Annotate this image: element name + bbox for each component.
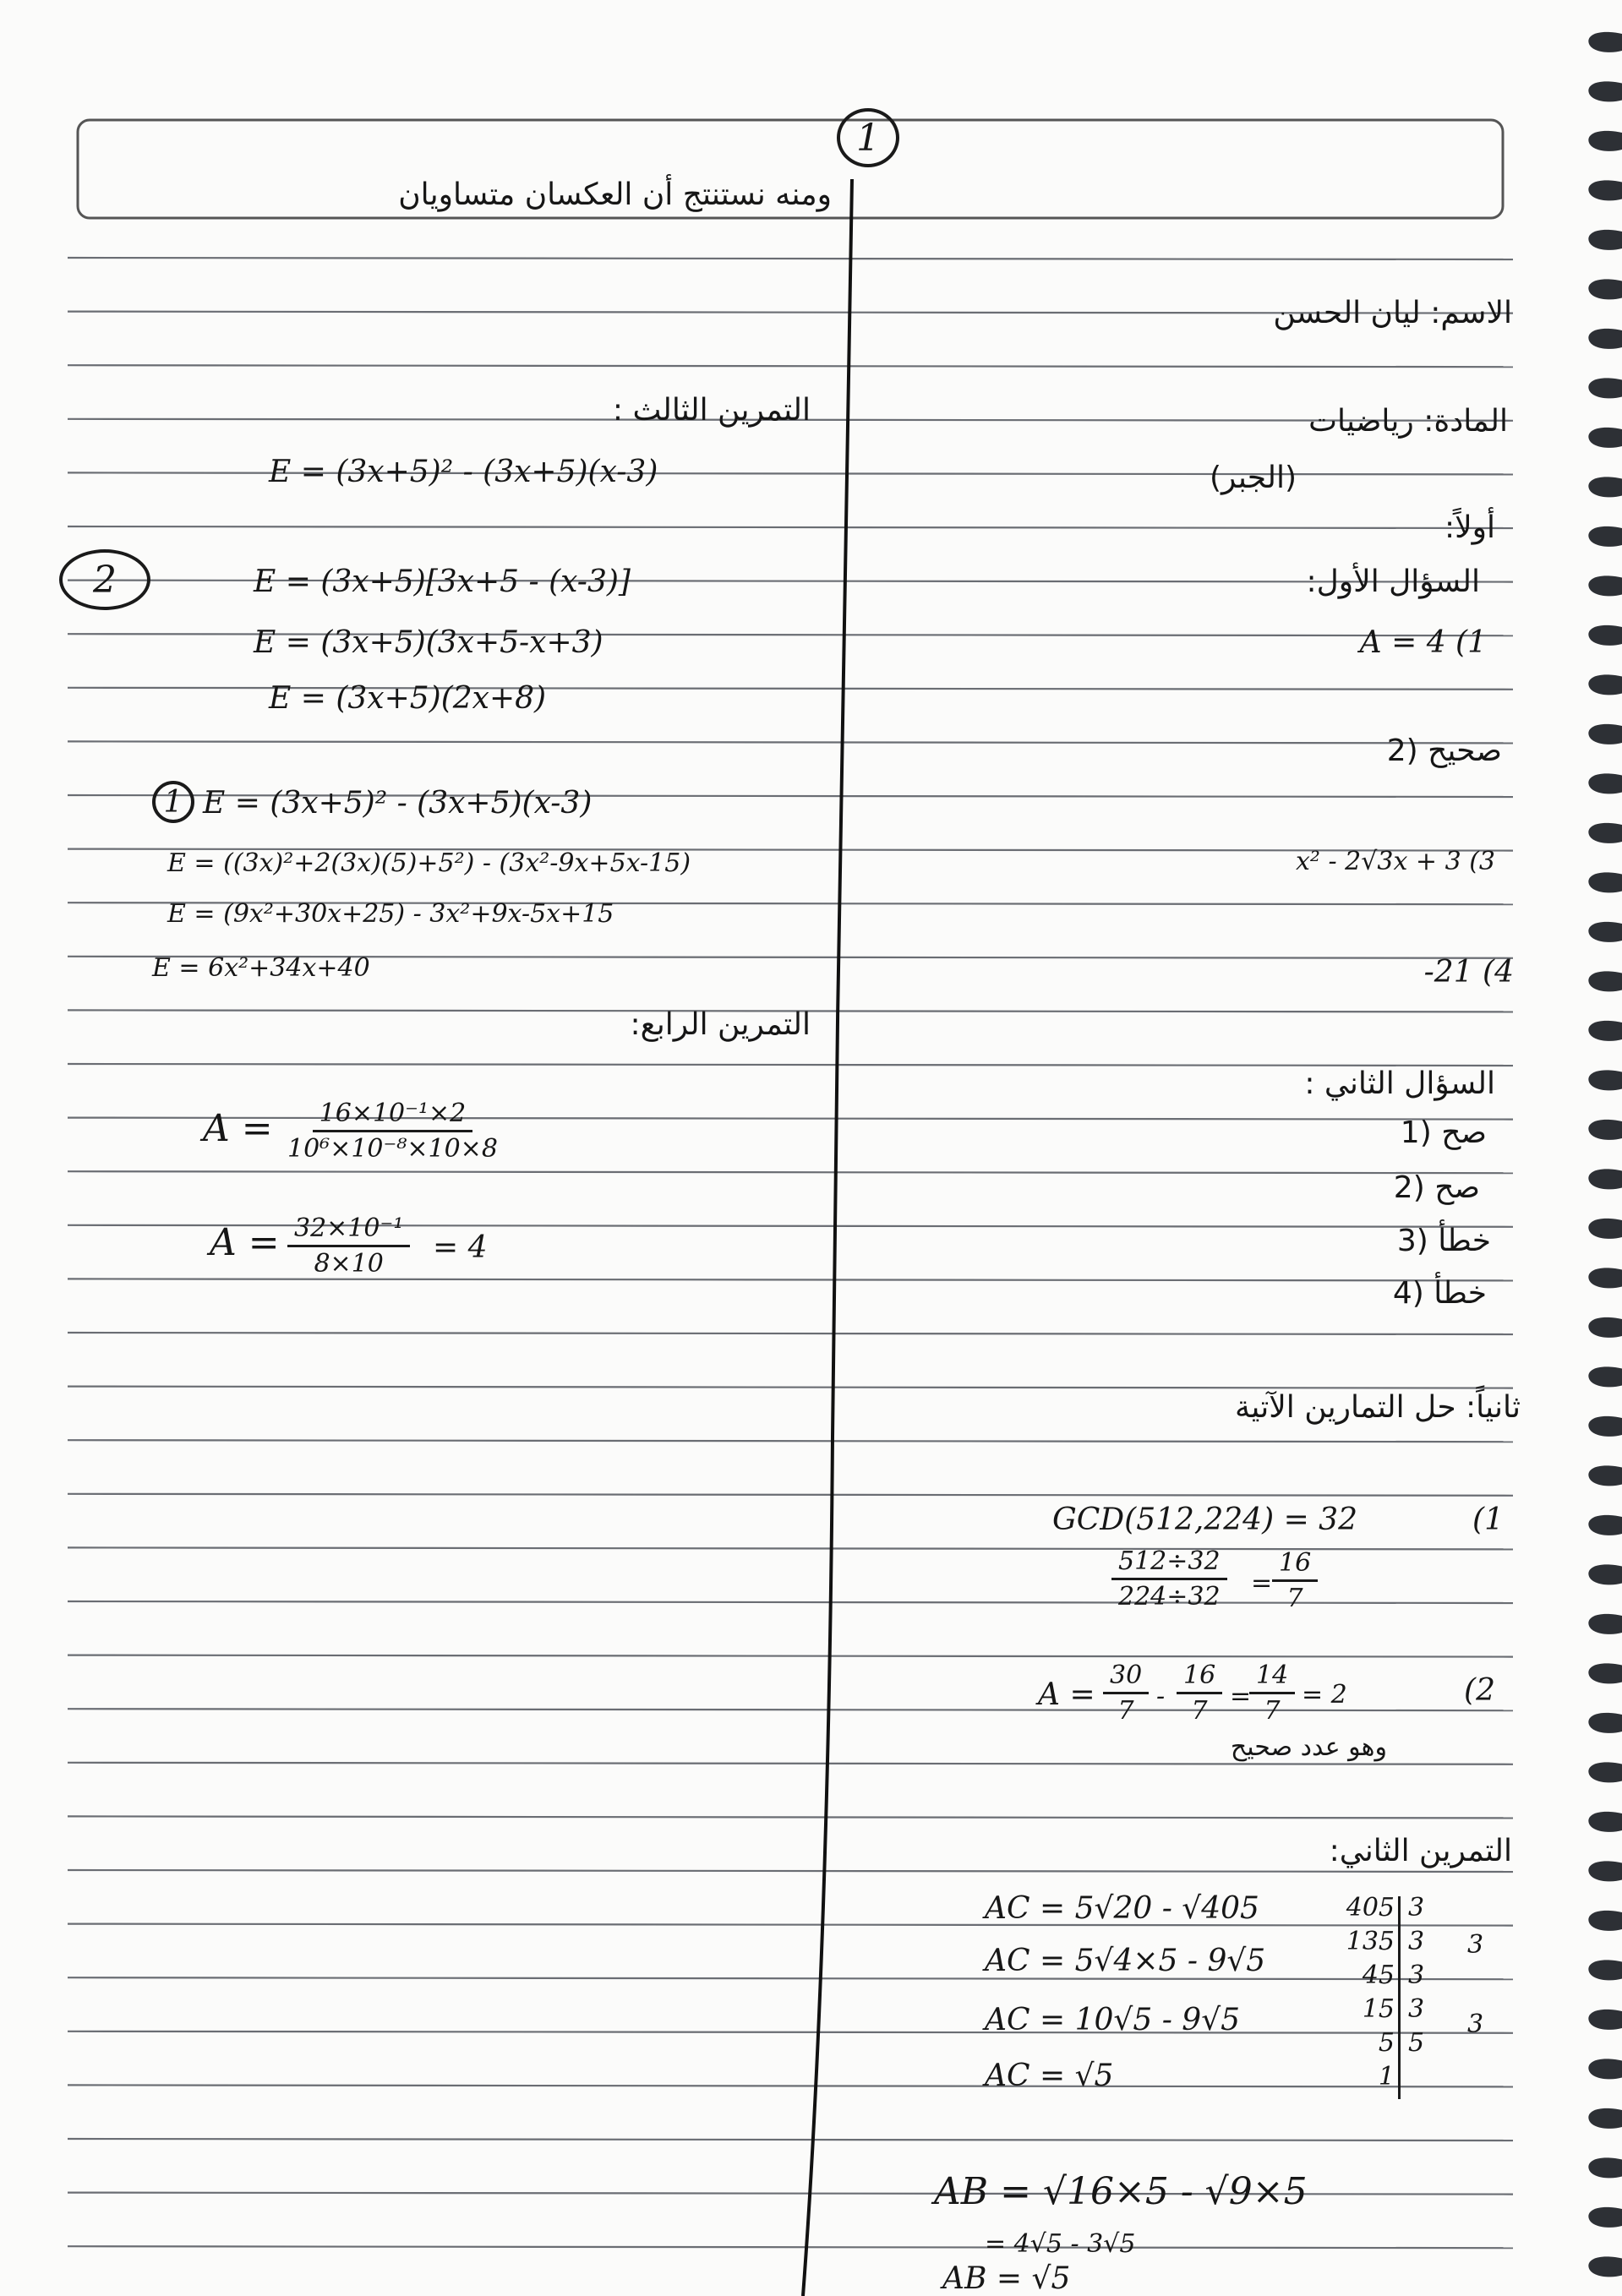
part-1-line-1: E = (3x+5)² - (3x+5)(x-3) bbox=[203, 786, 593, 821]
spiral-ring bbox=[1588, 329, 1622, 349]
exercise-2-fraction-1-den: 7 bbox=[1117, 1696, 1134, 1726]
page-number bbox=[837, 108, 899, 167]
exercise-2-equals: = bbox=[1230, 1682, 1252, 1711]
spiral-ring bbox=[1588, 1911, 1622, 1931]
ruled-line bbox=[68, 1279, 1513, 1280]
part-2-line-3: E = (3x+5)(2x+8) bbox=[269, 681, 547, 716]
ruled-line bbox=[68, 1440, 1513, 1442]
factorization-dividend: 135 bbox=[1346, 1927, 1395, 1956]
part-2-marker-text: 2 bbox=[93, 558, 117, 602]
ab-line-3: AB = √5 bbox=[942, 2261, 1071, 2296]
question-1-answer-2: صحيح (2 bbox=[1386, 734, 1502, 768]
question-1-title: السؤال الأول: bbox=[1306, 564, 1480, 599]
spiral-ring bbox=[1588, 575, 1622, 596]
question-2-answer-1: صح (1 bbox=[1400, 1115, 1487, 1150]
exercise-1-fraction-denominator: 224÷32 bbox=[1118, 1582, 1221, 1612]
factorization-divisor: 5 bbox=[1408, 2028, 1425, 2058]
spiral-ring bbox=[1588, 823, 1622, 843]
ac-line-2: AC = 5√4×5 - 9√5 bbox=[985, 1944, 1266, 1978]
exercise-3-equation: E = (3x+5)² - (3x+5)(x-3) bbox=[269, 455, 658, 489]
ruled-line bbox=[68, 1924, 1513, 1926]
factorization-dividend: 1 bbox=[1378, 2062, 1395, 2091]
exercise-2-number: (2 bbox=[1464, 1673, 1495, 1708]
spiral-ring bbox=[1588, 1762, 1622, 1782]
question-2-answer-3: خطأ (3 bbox=[1396, 1224, 1491, 1258]
spiral-ring bbox=[1588, 625, 1622, 646]
spiral-ring bbox=[1588, 1366, 1622, 1387]
part-1-line-3: E = (9x²+30x+25) - 3x²+9x-5x+15 bbox=[167, 899, 614, 929]
spiral-ring bbox=[1588, 1564, 1622, 1584]
question-1-answer-4: -21 (4 bbox=[1423, 955, 1514, 990]
spiral-ring bbox=[1588, 922, 1622, 942]
ruled-line bbox=[68, 1494, 1513, 1496]
spiral-ring bbox=[1588, 872, 1622, 892]
spiral-ring bbox=[1588, 477, 1622, 497]
spiral-ring bbox=[1588, 32, 1622, 52]
spiral-ring bbox=[1588, 81, 1622, 101]
spiral-ring bbox=[1588, 2059, 1622, 2079]
spiral-ring bbox=[1588, 724, 1622, 744]
ruled-line bbox=[68, 1977, 1513, 1979]
ac-line-3: AC = 10√5 - 9√5 bbox=[985, 2003, 1241, 2037]
ruled-lines bbox=[68, 258, 1513, 2248]
spiral-ring bbox=[1588, 1070, 1622, 1090]
factorization-divisor: 3 bbox=[1408, 1994, 1425, 2024]
factorization-divisor: 3 bbox=[1408, 1893, 1425, 1922]
subject: المادة: رياضيات bbox=[1308, 404, 1508, 439]
branch: (الجبر) bbox=[1209, 461, 1297, 495]
spiral-ring bbox=[1588, 1169, 1622, 1189]
exercise-1-result-numerator: 16 bbox=[1272, 1548, 1318, 1582]
ruled-line bbox=[68, 1763, 1513, 1764]
exercise-2-fraction-2-den: 7 bbox=[1191, 1696, 1208, 1726]
ruled-line bbox=[68, 1655, 1513, 1657]
spiral-ring bbox=[1588, 2256, 1622, 2277]
exercise-2-fraction-3 bbox=[1249, 1661, 1295, 1726]
exercise-2-minus: - bbox=[1156, 1682, 1166, 1711]
ruled-line bbox=[68, 258, 1513, 259]
exercise-2-fraction-1 bbox=[1103, 1661, 1149, 1726]
ac-line-1: AC = 5√20 - √405 bbox=[985, 1891, 1259, 1926]
exercise-2-fraction-3-num: 14 bbox=[1249, 1661, 1295, 1694]
part-2-marker bbox=[59, 549, 150, 610]
spiral-ring bbox=[1588, 279, 1622, 299]
factorization-divisor: 3 bbox=[1408, 1961, 1425, 1990]
ruled-line bbox=[68, 2139, 1513, 2141]
section-first: أولاً: bbox=[1444, 510, 1495, 545]
exercise-1-number: (1 bbox=[1472, 1502, 1504, 1537]
question-2-answer-2: صح (2 bbox=[1393, 1170, 1480, 1205]
spiral-ring bbox=[1588, 1960, 1622, 1980]
factorization-dividend: 5 bbox=[1378, 2028, 1395, 2058]
spiral-ring bbox=[1588, 230, 1622, 250]
ruled-line bbox=[68, 1225, 1513, 1227]
spiral-ring bbox=[1588, 971, 1622, 991]
spiral-ring bbox=[1588, 1416, 1622, 1437]
exercise-3-title: التمرين الثالث : bbox=[612, 393, 811, 428]
spiral-ring bbox=[1588, 1317, 1622, 1338]
factorization-dividend: 405 bbox=[1346, 1893, 1395, 1922]
ab-line-1: AB = √16×5 - √9×5 bbox=[934, 2170, 1308, 2213]
ruled-line bbox=[68, 1816, 1513, 1818]
page-number-text: 1 bbox=[856, 116, 880, 160]
spiral-ring bbox=[1588, 1515, 1622, 1535]
spiral-ring bbox=[1588, 180, 1622, 200]
part-2-line-2: E = (3x+5)(3x+5-x+3) bbox=[254, 625, 603, 660]
factorization-bar bbox=[1398, 1896, 1401, 2099]
section-second: ثانياً: حل التمارين الآتية bbox=[1235, 1390, 1521, 1425]
exercise-1-result-fraction bbox=[1272, 1548, 1318, 1613]
ruled-line bbox=[68, 1333, 1513, 1334]
ruled-line bbox=[68, 365, 1513, 367]
exercise-4-a2-denominator: 8×10 bbox=[314, 1249, 384, 1279]
part-1-marker bbox=[152, 781, 194, 823]
ruled-line bbox=[68, 741, 1513, 743]
ac-line-4: AC = √5 bbox=[985, 2059, 1114, 2093]
part-1-line-2: E = ((3x)²+2(3x)(5)+5²) - (3x²-9x+5x-15) bbox=[167, 848, 691, 878]
exercise-1-fraction-numerator: 512÷32 bbox=[1111, 1546, 1227, 1580]
question-2-answer-4: خطأ (4 bbox=[1392, 1276, 1487, 1311]
part-1-line-4: E = 6x²+34x+40 bbox=[152, 953, 370, 983]
ab-line-2: = 4√5 - 3√5 bbox=[985, 2229, 1136, 2259]
exercise-2-result: = 2 bbox=[1302, 1680, 1347, 1710]
exercise-2-lhs: A = bbox=[1038, 1677, 1095, 1712]
exercise-4-a1-denominator: 10⁶×10⁻⁸×10×8 bbox=[287, 1134, 498, 1164]
spiral-ring bbox=[1588, 2108, 1622, 2129]
ruled-line bbox=[68, 1870, 1513, 1872]
exercise-4-a1-lhs: A = bbox=[203, 1107, 273, 1150]
spiral-ring bbox=[1588, 131, 1622, 151]
spiral-ring bbox=[1588, 1120, 1622, 1140]
spiral-ring bbox=[1588, 2157, 1622, 2178]
exercise-4-title: التمرين الرابع: bbox=[630, 1007, 811, 1042]
ruled-line bbox=[68, 1171, 1513, 1173]
question-1-answer-3: x² - 2√3x + 3 (3 bbox=[1296, 847, 1495, 876]
spiral-ring bbox=[1588, 674, 1622, 695]
spiral-ring bbox=[1588, 1663, 1622, 1683]
exercise-4-a1-numerator: 16×10⁻¹×2 bbox=[313, 1099, 473, 1132]
ruled-line bbox=[68, 2031, 1513, 2033]
exercise-2-fraction-1-num: 30 bbox=[1103, 1661, 1149, 1694]
spiral-ring bbox=[1588, 1861, 1622, 1881]
exercise-1-fraction bbox=[1111, 1546, 1227, 1612]
ruled-line bbox=[68, 526, 1513, 528]
exercise-1-result-denominator: 7 bbox=[1286, 1584, 1303, 1613]
factorization-divisor: 3 bbox=[1408, 1927, 1425, 1956]
ruled-line bbox=[68, 2246, 1513, 2248]
spiral-binding bbox=[1588, 32, 1622, 2277]
spiral-ring bbox=[1588, 1268, 1622, 1288]
question-1-answer-1: A = 4 (1 bbox=[1359, 625, 1487, 660]
spiral-ring bbox=[1588, 1614, 1622, 1634]
exercise-2-note: وهو عدد صحيح bbox=[1230, 1732, 1387, 1762]
factorization-table bbox=[1344, 1893, 1488, 2113]
exercise-4-a2-result: = 4 bbox=[433, 1230, 488, 1265]
part-2-line-1: E = (3x+5)[3x+5 - (x-3)] bbox=[254, 564, 631, 599]
exercise-2-fraction-2 bbox=[1177, 1661, 1222, 1726]
exercise-4-a2-numerator: 32×10⁻¹ bbox=[287, 1213, 410, 1247]
ruled-line bbox=[68, 2085, 1513, 2086]
question-2-title: السؤال الثاني : bbox=[1304, 1066, 1495, 1101]
ruled-line bbox=[68, 1064, 1513, 1066]
spiral-ring bbox=[1588, 1465, 1622, 1486]
spiral-ring bbox=[1588, 526, 1622, 547]
spiral-ring bbox=[1588, 1713, 1622, 1733]
factorization-dividend: 45 bbox=[1362, 1961, 1395, 1990]
factorization-dividend: 15 bbox=[1362, 1994, 1395, 2024]
exercise-1-gcd: GCD(512,224) = 32 bbox=[1052, 1502, 1357, 1537]
exercise-1-equals: = bbox=[1251, 1568, 1273, 1598]
part-1-marker-text: 1 bbox=[163, 784, 183, 820]
exercise-2-fraction-2-num: 16 bbox=[1177, 1661, 1222, 1694]
spiral-ring bbox=[1588, 1812, 1622, 1832]
spiral-ring bbox=[1588, 2207, 1622, 2228]
exercise-4-a1-fraction bbox=[287, 1099, 498, 1164]
ruled-line bbox=[68, 1387, 1513, 1388]
exercise-2-fraction-3-den: 7 bbox=[1264, 1696, 1281, 1726]
student-name: الاسم: ليان الحسن bbox=[1273, 296, 1512, 330]
spiral-ring bbox=[1588, 378, 1622, 398]
factorization-side-2: 3 bbox=[1467, 2010, 1484, 2039]
second-exercise-title: التمرين الثاني: bbox=[1329, 1834, 1512, 1868]
ruled-line bbox=[68, 1118, 1513, 1120]
spiral-ring bbox=[1588, 2010, 1622, 2030]
left-top-line: ومنه نستنتج أن العكسان متساويان bbox=[398, 177, 832, 212]
spiral-ring bbox=[1588, 428, 1622, 448]
spiral-ring bbox=[1588, 773, 1622, 794]
spiral-ring bbox=[1588, 1219, 1622, 1239]
exercise-4-a2-fraction bbox=[287, 1213, 410, 1279]
ruled-line bbox=[68, 1709, 1513, 1710]
spiral-ring bbox=[1588, 1021, 1622, 1041]
factorization-side-1: 3 bbox=[1467, 1930, 1484, 1960]
exercise-4-a2-lhs: A = bbox=[210, 1221, 280, 1264]
